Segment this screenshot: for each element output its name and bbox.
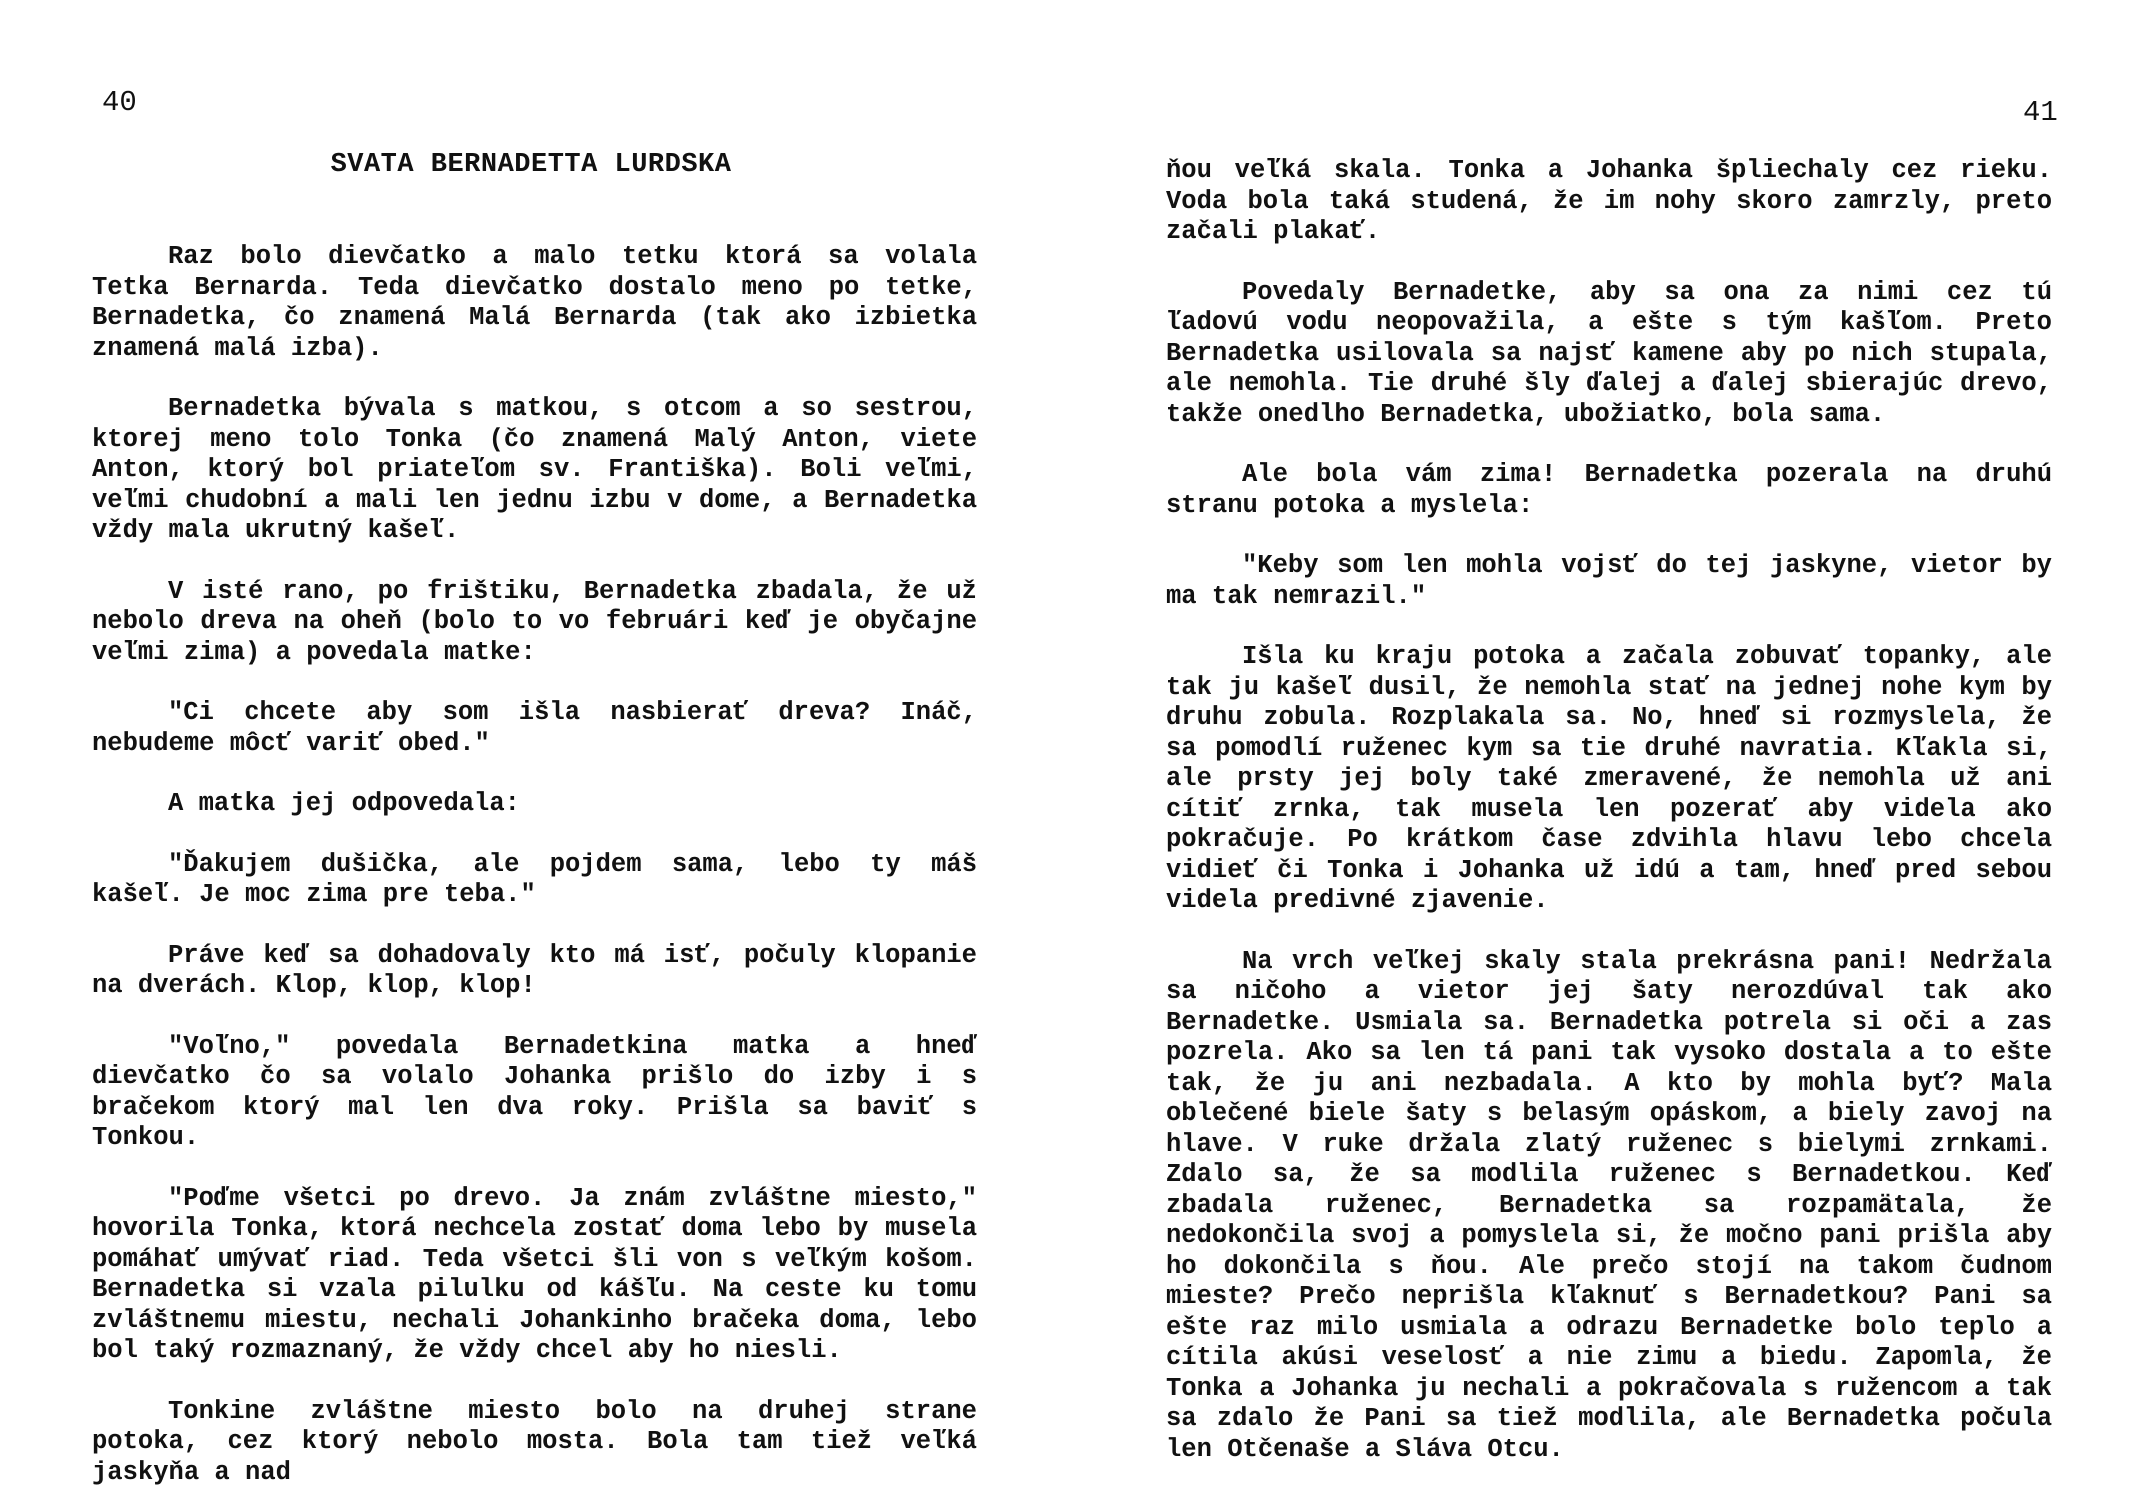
right-page xyxy=(1071,0,2142,1500)
paragraph: "Voľno," povedala Bernadetkina matka a hneď dievčatko čo sa volalo Johanka prišlo do izby i s bračekom ktorý mal len dva roky. Prišla sa baviť s Tonkou. xyxy=(92,1031,977,1152)
story-title: SVATA BERNADETTA LURDSKA xyxy=(330,150,732,180)
right-page-body xyxy=(1166,156,2052,1465)
page-number-left: 40 xyxy=(102,86,137,119)
paragraph: "Poďme všetci po drevo. Ja znám zvláštne miesto," hovorila Tonka, ktorá nechcela zostať doma lebo by musela pomáhať umývať riad. Teda všetci šli von s veľkým košom. Bernadetka si vzala pilulku od kášľu. Na ceste ku tomu zvláštnemu miestu, nechali Johankinho bračeka doma, lebo bol taký rozmaznaný, že vždy chcel aby ho niesli. xyxy=(92,1183,977,1365)
paragraph: Bernadetka bývala s matkou, s otcom a so sestrou, ktorej meno tolo Tonka (čo znamená Malý Anton, viete Anton, ktorý bol priateľom sv. Františka). Boli veľmi, veľmi chudobní a mali len jednu izbu v dome, a Bernadetka vždy mala ukrutný kašeľ. xyxy=(92,394,977,545)
paragraph: Raz bolo dievčatko a malo tetku ktorá sa volala Tetka Bernarda. Teda dievčatko dostalo meno po tetke, Bernadetka, čo znamená Malá Bernarda (tak ako izbietka znamená malá izba). xyxy=(92,242,977,363)
paragraph: "Ďakujem dušička, ale pojdem sama, lebo ty máš kašeľ. Je moc zima pre teba." xyxy=(92,849,977,909)
paragraph: "Ci chcete aby som išla nasbierať dreva? Ináč, nebudeme môcť variť obed." xyxy=(92,698,977,758)
paragraph: Tonkine zvláštne miesto bolo na druhej strane potoka, cez ktorý nebolo mosta. Bola tam tiež veľká jaskyňa a nad xyxy=(92,1396,977,1487)
paragraph: Ale bola vám zima! Bernadetka pozerala na druhú stranu potoka a myslela: xyxy=(1166,460,2052,520)
paragraph: Išla ku kraju potoka a začala zobuvať topanky, ale tak ju kašeľ dusil, že nemohla stať na jednej nohe kym by druhu zobula. Rozplakala sa. No, hneď si rozmyslela, že sa pomodlí ruženec kym sa tie druhé navratia. Kľakla si, ale prsty jej boly také zmeravené, že nemohla už ani cítiť zrnka, tak musela len pozerať aby videla ako pokračuje. Po krátkom čase zdvihla hlavu lebo chcela vidieť či Tonka i Johanka už idú a tam, hneď pred sebou videla predivné zjavenie. xyxy=(1166,642,2052,915)
paragraph-continued: ňou veľká skala. Tonka a Johanka špliechaly cez rieku. Voda bola taká studená, že im nohy skoro zamrzly, preto začali plakať. xyxy=(1166,156,2052,246)
paragraph: Práve keď sa dohadovaly kto má isť, počuly klopanie na dverách. Klop, klop, klop! xyxy=(92,940,977,1000)
paragraph: V isté rano, po frištiku, Bernadetka zbadala, že už nebolo dreva na oheň (bolo to vo februári keď je obyčajne veľmi zima) a povedala matke: xyxy=(92,576,977,667)
paragraph: "Keby som len mohla vojsť do tej jaskyne, vietor by ma tak nemrazil." xyxy=(1166,551,2052,611)
page-number-right: 41 xyxy=(2023,96,2058,129)
left-page-body xyxy=(92,242,977,1488)
paragraph: A matka jej odpovedala: xyxy=(168,789,520,818)
paragraph: Na vrch veľkej skaly stala prekrásna pani! Nedržala sa ničoho a vietor jej šaty nerozdúval tak ako Bernadetke. Usmiala sa. Bernadetka potrela si oči a zas pozrela. Ako sa len tá pani tak vysoko dostala a to ešte tak, že ju ani nezbadala. A kto by mohla byť? Mala oblečené biele šaty s belasým opáskom, a biely zavoj na hlave. V ruke držala zlatý ruženec s bielymi zrnkami. Zdalo sa, že sa modlila ruženec s Bernadetkou. Keď zbadala ruženec, Bernadetka sa rozpamätala, že nedokončila svoj a pomyslela si, že močno pani prišla aby ho dokončila s ňou. Ale prečo stojí na takom čudnom mieste? Prečo neprišla kľaknuť s Bernadetkou? Pani sa ešte raz milo usmiala a odrazu Bernadetke bolo teplo a cítila akúsi veselosť a nie zimu a biedu. Zapomla, že Tonka a Johanka ju nechali a pokračovala s ružencom a tak sa zdalo že Pani sa tiež modlila, ale Bernadetka počula len Otčenaše a Sláva Otcu. xyxy=(1166,946,2052,1464)
paragraph: Povedaly Bernadetke, aby sa ona za nimi cez tú ľadovú vodu neopovažila, a ešte s tým kašľom. Preto Bernadetka usilovala sa najsť kamene aby po nich stupala, ale nemohla. Tie druhé šly ďalej a ďalej sbierajúc drevo, takže onedlho Bernadetka, ubožiatko, bola sama. xyxy=(1166,277,2052,429)
